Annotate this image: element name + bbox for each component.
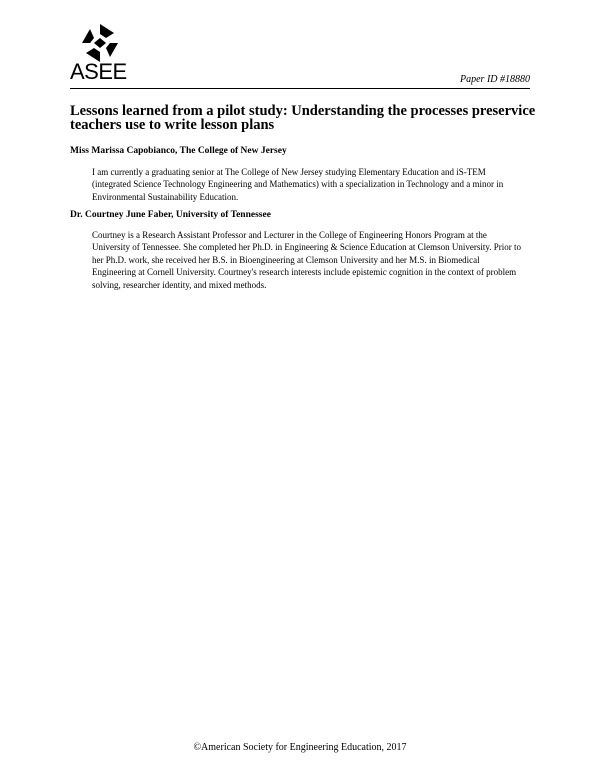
asee-wordmark: ASEE (70, 59, 127, 84)
paper-title: Lessons learned from a pilot study: Understanding the processes preservice teachers use to write lesson plans (70, 103, 536, 133)
author-bio-1: I am currently a graduating senior at The College of New Jersey studying Elementary Education and iS-TEM (integrated Science Technology Engineering and Mathematics) with a specialization in Technology and a minor in Environmental Sustainability Education. (92, 167, 504, 202)
author-name-2: Dr. Courtney June Faber, University of Tennessee (70, 210, 271, 220)
asee-pinwheel-logo-icon (80, 24, 120, 62)
copyright-footer: ©American Society for Engineering Education, 2017 (193, 742, 407, 753)
author-name-1: Miss Marissa Capobianco, The College of New Jersey (70, 146, 287, 156)
author-bio-2: Courtney is a Research Assistant Professor and Lecturer in the College of Engineering Honors Program at the University of Tennessee. She completed her Ph.D. in Engineering & Science Education at Clemson University. Prior to her Ph.D. work, she received her B.S. in Bioengineering at Clemson University and her M.S. in Biomedical Engineering at Cornell University. Courtney's research interests include epistemic cognition in the context of problem solving, researcher identity, and mixed methods. (92, 230, 522, 290)
paper-id: Paper ID #18880 (460, 74, 530, 85)
header-divider (70, 88, 530, 89)
asee-logo (70, 24, 132, 84)
